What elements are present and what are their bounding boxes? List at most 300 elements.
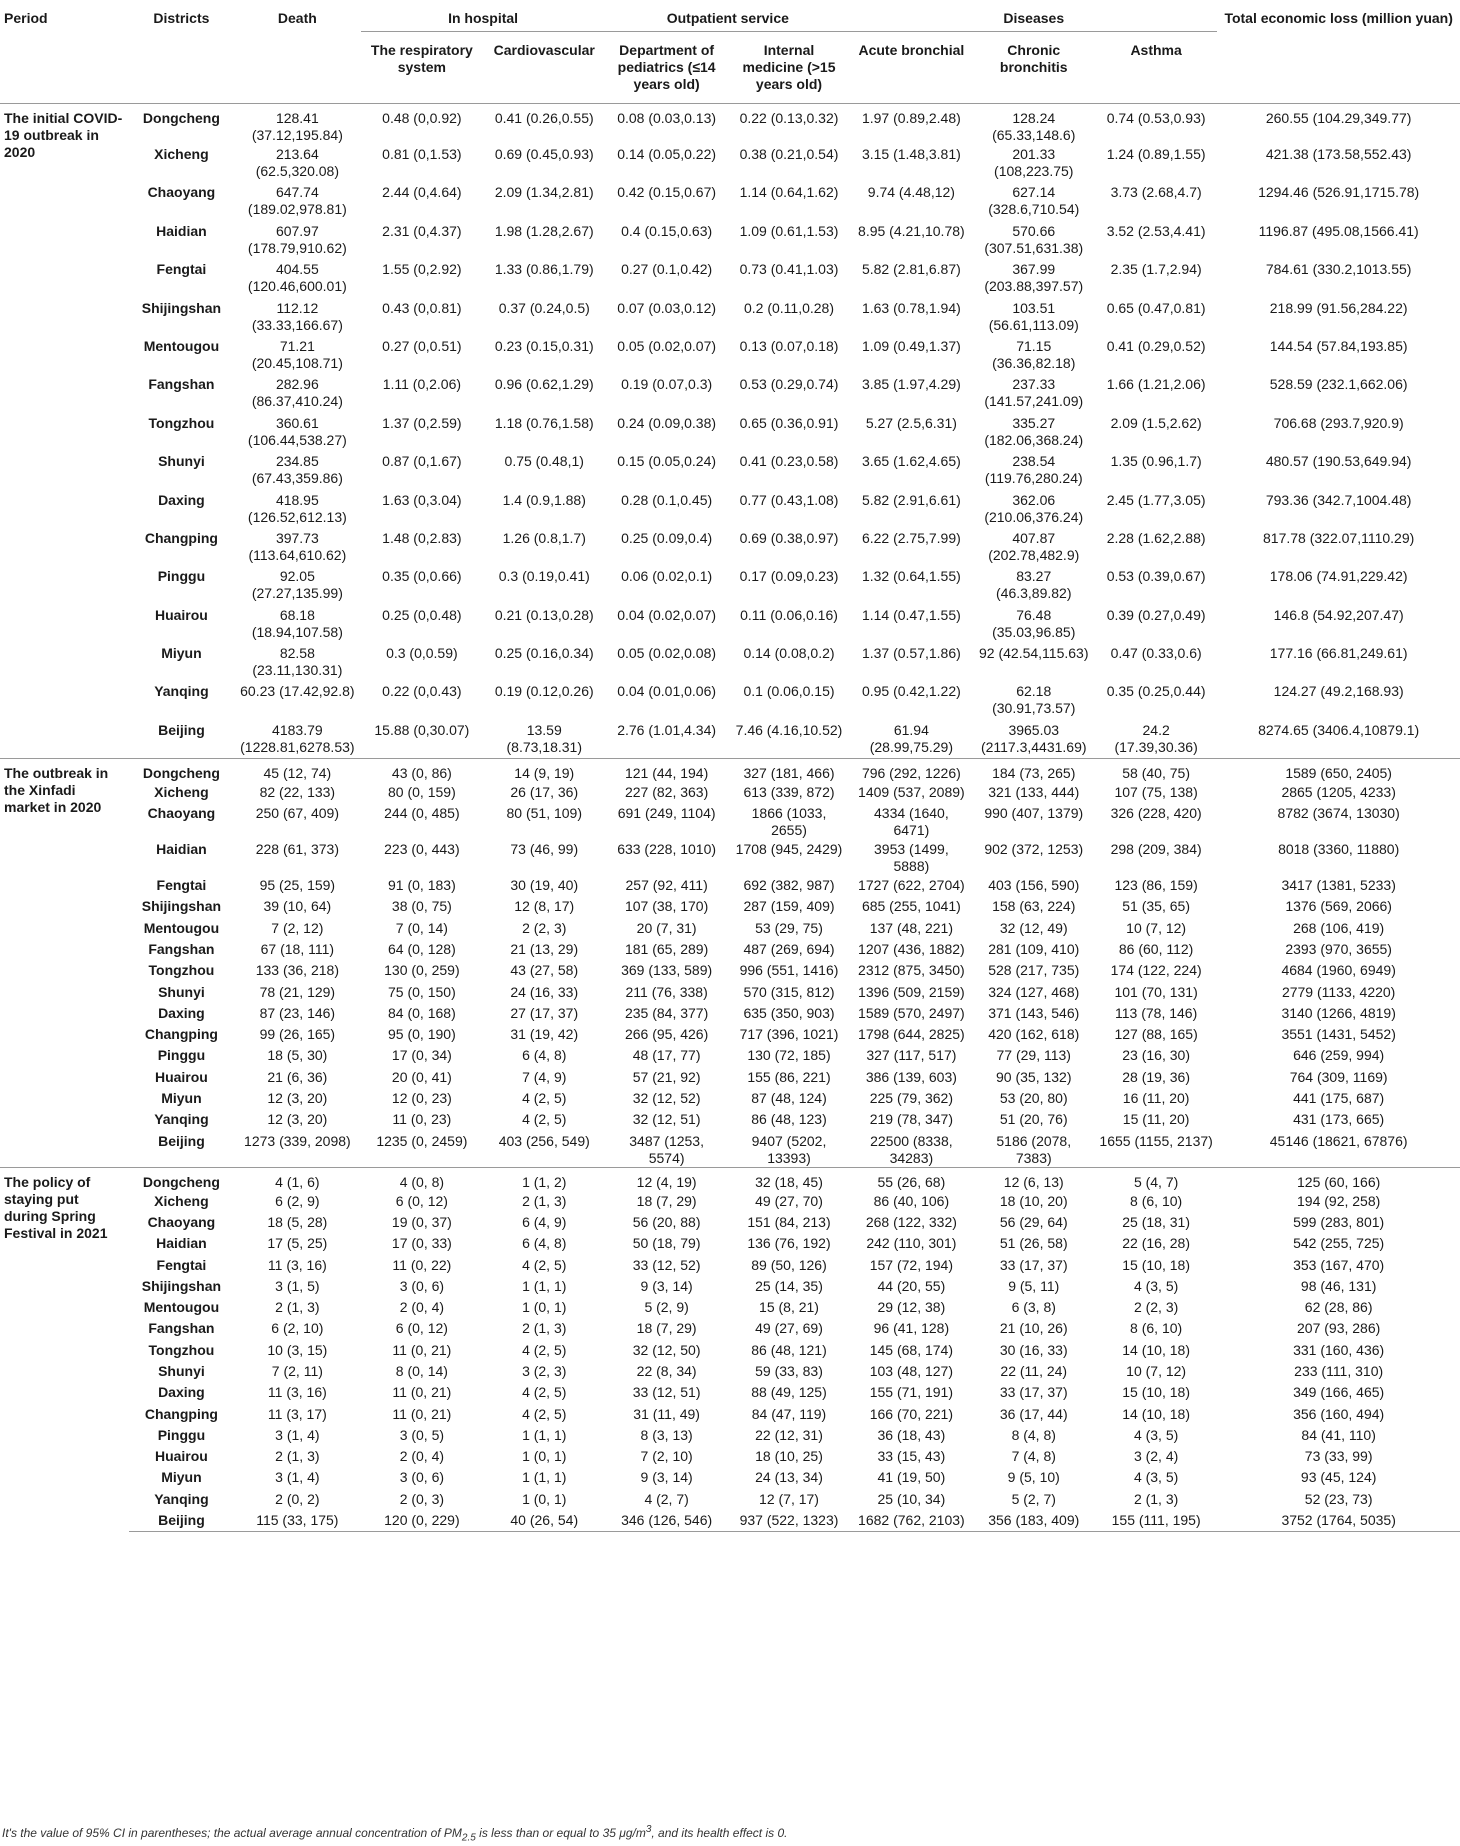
value-cell: 10 (7, 12) [1126,1362,1187,1379]
district-cell: Tongzhou [148,962,215,979]
value-cell: 57 (21, 92) [632,1068,701,1085]
period-header: Period [4,10,48,26]
in-hospital-header: In hospital [361,0,606,32]
district-cell: Yanqing [154,1111,209,1128]
value-cell: 327 (117, 517) [866,1047,957,1064]
value-cell: 0.19 (0.07,0.3) [621,376,713,393]
value-cell: 213.64 (62.5,320.08) [255,146,339,179]
value-cell: 125 (60, 166) [1217,1167,1460,1191]
value-cell: 7.46 (4.16,10.52) [728,720,850,758]
value-cell: 5 (4, 7) [1095,1167,1217,1191]
table-row [0,681,1460,719]
value-cell: 0.96 (0.62,1.29) [494,376,594,393]
value-cell: 2.09 (1.34,2.81) [494,184,594,201]
table-row [0,918,1460,939]
value-cell: 2.31 (0,4.37) [382,222,462,239]
value-cell: 1589 (570, 2497) [858,1004,965,1021]
value-cell: 1.35 (0.96,1.7) [1110,453,1202,470]
value-cell: 9.74 (4.48,12) [867,184,955,201]
value-cell: 5.27 (2.5,6.31) [865,414,957,431]
table-row [0,144,1460,182]
table-row [0,566,1460,604]
value-cell: 542 (255, 725) [1293,1235,1385,1252]
value-cell: 51 (35, 65) [1122,898,1190,915]
value-cell: 32 (18, 45) [728,1167,850,1191]
table-row [0,1067,1460,1088]
value-cell: 194 (92, 258) [1297,1192,1381,1209]
table-row [0,758,1460,782]
value-cell: 80 (51, 109) [506,805,582,822]
value-cell: 8274.65 (3406.4,10879.1) [1217,720,1460,758]
value-cell: 4 (2, 5) [522,1341,567,1358]
district-cell: Shijingshan [141,898,222,915]
value-cell: 1409 (537, 2089) [858,783,965,800]
value-cell: 2.35 (1.7,2.94) [1110,261,1202,278]
value-cell: 9407 (5202, 13393) [728,1131,850,1168]
district-cell: Changping [144,1405,218,1422]
value-cell: 1.37 (0,2.59) [382,414,462,431]
value-cell: 0.28 (0.1,0.45) [621,491,713,508]
table-row [0,605,1460,643]
value-cell: 151 (84, 213) [747,1213,831,1230]
value-cell: 4 (2, 5) [522,1405,567,1422]
value-cell: 12 (4, 19) [605,1167,727,1191]
value-cell: 635 (350, 903) [743,1004,835,1021]
value-cell: 5 (2, 7) [1011,1490,1056,1507]
value-cell: 0.81 (0,1.53) [382,146,462,162]
value-cell: 331 (160, 436) [1293,1341,1385,1358]
value-cell: 73 (33, 99) [1304,1448,1373,1465]
district-cell: Beijing [129,1510,234,1531]
value-cell: 53 (29, 75) [755,919,823,936]
value-cell: 58 (40, 75) [1095,758,1217,782]
value-cell: 937 (522, 1323) [728,1510,850,1531]
header-row-top [0,0,1460,32]
value-cell: 86 (48, 123) [751,1111,827,1128]
value-cell: 90 (35, 132) [996,1068,1072,1085]
district-cell: Yanqing [154,1490,209,1507]
value-cell: 18 (7, 29) [636,1192,697,1209]
value-cell: 6 (4, 9) [522,1213,567,1230]
value-cell: 0.65 (0.36,0.91) [739,414,839,431]
value-cell: 12 (6, 13) [973,1167,1095,1191]
value-cell: 92 (42.54,115.63) [979,645,1089,662]
value-cell: 2393 (970, 3655) [1285,940,1392,957]
value-cell: 0.35 (0.25,0.44) [1106,683,1206,700]
value-cell: 349 (166, 465) [1293,1384,1385,1401]
table-row [0,336,1460,374]
value-cell: 12 (0, 23) [391,1090,452,1107]
district-cell: Beijing [129,1131,234,1168]
value-cell: 1.14 (0.64,1.62) [739,184,839,201]
value-cell: 21 (13, 29) [510,940,579,957]
district-cell: Huairou [154,1448,208,1465]
value-cell: 22 (12, 31) [755,1426,823,1443]
value-cell: 87 (48, 124) [751,1090,827,1107]
table-row [0,1510,1460,1531]
table-row [0,782,1460,803]
value-cell: 73 (46, 99) [510,841,579,858]
value-cell: 91 (0, 183) [388,877,456,894]
table-row [0,413,1460,451]
value-cell: 61.94 (28.99,75.29) [850,720,972,758]
value-cell: 570.66 (307.51,631.38) [984,222,1084,256]
value-cell: 128.41 (37.12,195.84) [234,104,361,145]
value-cell: 287 (159, 409) [743,898,835,915]
value-cell: 33 (12, 52) [632,1256,701,1273]
district-cell: Fangshan [148,1320,215,1337]
value-cell: 2 (0, 4) [399,1299,445,1316]
district-cell: Fengtai [156,261,207,278]
district-cell: Pinggu [157,568,206,585]
table-row [0,1212,1460,1233]
value-cell: 39 (10, 64) [263,898,332,915]
value-cell: 4183.79 (1228.81,6278.53) [234,720,361,758]
value-cell: 98 (46, 131) [1300,1277,1377,1294]
value-cell: 0.25 (0.09,0.4) [621,529,713,546]
value-cell: 10 (7, 12) [1126,919,1187,936]
value-cell: 201.33 (108,223.75) [994,146,1074,179]
value-cell: 6 (0, 12) [395,1320,448,1337]
value-cell: 0.07 (0.03,0.12) [617,299,717,316]
value-cell: 3.73 (2.68,4.7) [1110,184,1202,201]
value-cell: 4 (2, 5) [522,1090,567,1107]
value-cell: 0.22 (0.13,0.32) [728,104,850,145]
value-cell: 528 (217, 735) [988,962,1080,979]
table-row [0,1233,1460,1254]
value-cell: 2 (1, 3) [1133,1490,1179,1507]
value-cell: 1798 (644, 2825) [858,1026,965,1043]
value-cell: 5 (2, 9) [644,1299,689,1316]
value-cell: 1.4 (0.9,1.88) [502,491,586,508]
value-cell: 2 (2, 3) [522,919,567,936]
value-cell: 371 (143, 546) [988,1004,1080,1021]
value-cell: 0.73 (0.41,1.03) [739,261,839,278]
value-cell: 6 (4, 8) [522,1047,567,1064]
value-cell: 178.06 (74.91,229.42) [1269,568,1408,585]
value-cell: 403 (256, 549) [483,1131,605,1168]
value-cell: 1 (1, 1) [522,1469,567,1486]
value-cell: 11 (0, 22) [392,1256,452,1273]
value-cell: 1376 (569, 2066) [1285,898,1392,915]
value-cell: 1.98 (1.28,2.67) [494,222,594,239]
value-cell: 2 (1, 3) [275,1299,320,1316]
district-cell: Fangshan [148,376,215,393]
value-cell: 12 (7, 17) [759,1490,819,1507]
value-cell: 6 (2, 10) [271,1320,324,1337]
value-cell: 174 (122, 224) [1110,962,1202,979]
cardiovascular-header: Cardiovascular [483,32,605,104]
table-row [0,1361,1460,1382]
value-cell: 5186 (2078, 7383) [973,1131,1095,1168]
value-cell: 2 (0, 3) [399,1490,445,1507]
value-cell: 3487 (1253, 5574) [605,1131,727,1168]
value-cell: 11 (3, 16) [267,1384,327,1401]
table-row [0,182,1460,220]
value-cell: 25 (18, 31) [1122,1213,1190,1230]
value-cell: 18 (7, 29) [636,1320,697,1337]
value-cell: 113 (78, 146) [1115,1004,1198,1021]
value-cell: 50 (18, 79) [632,1235,701,1252]
value-cell: 369 (133, 589) [621,962,713,979]
period-cell: The policy of staying put during Spring Festival in 2021 [0,1167,129,1531]
value-cell: 7 (2, 10) [640,1448,693,1465]
district-cell: Haidian [156,1235,207,1252]
value-cell: 0.11 (0.06,0.16) [740,606,838,623]
value-cell: 123 (86, 159) [1114,877,1198,894]
district-cell: Daxing [158,1004,205,1021]
value-cell: 0.69 (0.45,0.93) [494,146,594,162]
value-cell: 145 (68, 174) [869,1341,954,1358]
value-cell: 324 (127, 468) [988,983,1080,1000]
value-cell: 95 (25, 159) [259,877,336,894]
table-row [0,490,1460,528]
value-cell: 29 (12, 38) [877,1299,946,1316]
value-cell: 0.13 (0.07,0.18) [739,337,839,354]
value-cell: 71.21 (20.45,108.71) [251,337,343,371]
value-cell: 144.54 (57.84,193.85) [1269,337,1408,354]
value-cell: 326 (228, 420) [1110,805,1202,822]
period-cell: The outbreak in the Xinfadi market in 2020 [0,758,129,1167]
value-cell: 784.61 (330.2,1013.55) [1265,261,1412,278]
value-cell: 793.36 (342.7,1004.48) [1265,491,1412,508]
value-cell: 1.66 (1.21,2.06) [1106,376,1206,393]
district-cell: Daxing [158,491,205,508]
value-cell: 22 (8, 34) [636,1362,697,1379]
value-cell: 7 (2, 12) [271,919,324,936]
table-row [0,875,1460,896]
value-cell: 31 (11, 49) [633,1405,700,1422]
value-cell: 218.99 (91.56,284.22) [1269,299,1408,316]
value-cell: 19 (0, 37) [391,1213,452,1230]
value-cell: 480.57 (190.53,649.94) [1265,453,1412,470]
value-cell: 902 (372, 1253) [984,841,1084,858]
district-cell: Pinggu [157,1426,206,1443]
value-cell: 166 (70, 221) [869,1405,954,1422]
value-cell: 30 (16, 33) [999,1341,1068,1358]
diseases-header: Diseases [850,0,1217,32]
table-row [0,720,1460,758]
value-cell: 18 (5, 28) [267,1213,328,1230]
value-cell: 0.74 (0.53,0.93) [1095,104,1217,145]
value-cell: 1.48 (0,2.83) [382,529,462,546]
value-cell: 4 (2, 7) [644,1490,689,1507]
value-cell: 8 (6, 10) [1130,1192,1183,1209]
value-cell: 155 (71, 191) [869,1384,954,1401]
pediatrics-header: Department of pediatrics (≤14 years old) [605,32,727,104]
table-row [0,839,1460,875]
value-cell: 133 (36, 218) [255,962,339,979]
value-cell: 1235 (0, 2459) [361,1131,483,1168]
value-cell: 282.96 (86.37,410.24) [251,376,343,410]
value-cell: 6 (3, 8) [1011,1299,1056,1316]
value-cell: 238.54 (119.76,280.24) [984,453,1083,487]
district-cell: Dongcheng [129,1167,234,1191]
period-cell: The initial COVID-19 outbreak in 2020 [0,104,129,759]
value-cell: 80 (0, 159) [388,783,456,800]
value-cell: 1207 (436, 1882) [858,940,965,957]
value-cell: 441 (175, 687) [1293,1090,1385,1107]
value-cell: 45 (12, 74) [234,758,361,782]
value-cell: 88 (49, 125) [751,1384,827,1401]
value-cell: 84 (47, 119) [751,1405,827,1422]
value-cell: 11 (0, 23) [392,1111,452,1128]
table-row [0,1109,1460,1130]
value-cell: 4 (2, 5) [522,1384,567,1401]
value-cell: 86 (48, 121) [751,1341,827,1358]
value-cell: 2 (1, 3) [275,1448,320,1465]
value-cell: 3752 (1764, 5035) [1217,1510,1460,1531]
value-cell: 11 (0, 21) [392,1341,452,1358]
value-cell: 33 (12, 51) [632,1384,701,1401]
value-cell: 49 (27, 70) [755,1192,823,1209]
value-cell: 0.19 (0.12,0.26) [494,683,594,700]
value-cell: 8 (6, 10) [1130,1320,1183,1337]
value-cell: 52 (23, 73) [1304,1490,1373,1507]
value-cell: 22 (16, 28) [1122,1235,1190,1252]
value-cell: 82.58 (23.11,130.31) [252,645,343,679]
value-cell: 0.25 (0,0.48) [382,606,462,623]
value-cell: 87 (23, 146) [259,1004,336,1021]
value-cell: 0.53 (0.39,0.67) [1106,568,1206,585]
value-cell: 20 (0, 41) [391,1068,452,1085]
respiratory-header: The respiratory system [361,32,483,104]
value-cell: 127 (88, 165) [1114,1026,1198,1043]
value-cell: 20 (7, 31) [636,919,697,936]
value-cell: 0.3 (0.19,0.41) [498,568,590,585]
table-row [0,221,1460,259]
value-cell: 8.95 (4.21,10.78) [858,222,965,239]
value-cell: 36 (17, 44) [999,1405,1068,1422]
value-cell: 8 (3, 13) [640,1426,693,1443]
value-cell: 2.45 (1.77,3.05) [1106,491,1206,508]
value-cell: 120 (0, 229) [361,1510,483,1531]
value-cell: 207 (93, 286) [1297,1320,1381,1337]
value-cell: 0.47 (0.33,0.6) [1110,645,1202,662]
value-cell: 233 (111, 310) [1294,1362,1384,1379]
value-cell: 403 (156, 590) [988,877,1080,894]
value-cell: 235 (84, 377) [624,1004,709,1021]
value-cell: 633 (228, 1010) [617,841,717,858]
value-cell: 17 (0, 33) [391,1235,452,1252]
district-cell: Shijingshan [141,299,222,316]
district-cell: Chaoyang [147,184,216,201]
value-cell: 7 (0, 14) [395,919,448,936]
value-cell: 71.15 (36.36,82.18) [992,337,1076,371]
district-cell: Daxing [158,1384,205,1401]
value-cell: 27 (17, 37) [510,1004,579,1021]
table-row [0,1131,1460,1168]
value-cell: 244 (0, 485) [384,805,460,822]
value-cell: 1708 (945, 2429) [735,841,843,858]
value-cell: 2 (0, 4) [399,1448,445,1465]
value-cell: 0.38 (0.21,0.54) [739,146,839,162]
value-cell: 177.16 (66.81,249.61) [1269,645,1408,662]
value-cell: 112.12 (33.33,166.67) [251,299,343,333]
value-cell: 17 (0, 34) [391,1047,452,1064]
value-cell: 2 (2, 3) [1133,1299,1179,1316]
value-cell: 56 (29, 64) [999,1213,1068,1230]
value-cell: 1396 (509, 2159) [858,983,965,1000]
district-cell: Shunyi [158,983,205,1000]
value-cell: 130 (0, 259) [384,962,460,979]
value-cell: 28 (19, 36) [1122,1068,1190,1085]
value-cell: 418.95 (126.52,612.13) [247,491,347,525]
value-cell: 4 (3, 5) [1133,1426,1179,1443]
district-cell: Tongzhou [148,414,215,431]
table-row [0,259,1460,297]
district-cell: Changping [144,1026,218,1043]
value-cell: 0.04 (0.02,0.07) [617,606,717,623]
table-row [0,1489,1460,1510]
value-cell: 237.33 (141.57,241.09) [984,376,1084,410]
value-cell: 14 (10, 18) [1122,1405,1190,1422]
footnote-text-3: , and its health effect is 0. [651,1826,788,1840]
value-cell: 3417 (1381, 5233) [1281,877,1396,894]
value-cell: 15 (11, 20) [1122,1111,1190,1128]
value-cell: 22500 (8338, 34283) [850,1131,972,1168]
value-cell: 43 (0, 86) [361,758,483,782]
value-cell: 0.35 (0,0.66) [382,568,462,585]
value-cell: 367.99 (203.88,397.57) [984,261,1084,295]
table-row [0,1467,1460,1488]
value-cell: 487 (269, 694) [743,940,835,957]
value-cell: 64 (0, 128) [388,940,456,957]
value-cell: 0.27 (0.1,0.42) [621,261,713,278]
value-cell: 3551 (1431, 5452) [1281,1026,1396,1043]
value-cell: 356 (160, 494) [1293,1405,1385,1422]
value-cell: 8 (4, 8) [1011,1426,1056,1443]
footnote-text: It's the value of 95% CI in parentheses; the actual average annual concentration of PM [2,1826,462,1840]
value-cell: 136 (76, 192) [747,1235,831,1252]
value-cell: 717 (396, 1021) [739,1026,839,1043]
value-cell: 692 (382, 987) [743,877,835,894]
value-cell: 155 (86, 221) [747,1068,831,1085]
value-cell: 128.24 (65.33,148.6) [973,104,1095,145]
table-row [0,939,1460,960]
value-cell: 0.2 (0.11,0.28) [743,299,835,316]
value-cell: 3 (0, 6) [399,1277,445,1294]
district-cell: Haidian [156,222,207,239]
value-cell: 627.14 (328.6,710.54) [988,184,1080,218]
table-row [0,1382,1460,1403]
value-cell: 44 (20, 55) [877,1277,946,1294]
district-cell: Pinggu [157,1047,206,1064]
table-row [0,960,1460,981]
table-row [0,1191,1460,1212]
value-cell: 86 (60, 112) [1118,940,1194,957]
value-cell: 124.27 (49.2,168.93) [1273,683,1404,700]
value-cell: 0.05 (0.02,0.07) [617,337,717,354]
value-cell: 0.17 (0.09,0.23) [739,568,839,585]
value-cell: 1.63 (0.78,1.94) [861,299,961,316]
value-cell: 397.73 (113.64,610.62) [248,529,347,563]
value-cell: 3 (0, 5) [399,1426,445,1443]
value-cell: 121 (44, 194) [605,758,727,782]
value-cell: 1727 (622, 2704) [858,877,965,894]
value-cell: 1589 (650, 2405) [1217,758,1460,782]
value-cell: 3.85 (1.97,4.29) [861,376,961,393]
district-cell: Mentougou [143,337,220,354]
value-cell: 3 (2, 3) [522,1362,567,1379]
value-cell: 2.76 (1.01,4.34) [605,720,727,758]
district-cell: Fengtai [156,877,207,894]
value-cell: 0.69 (0.38,0.97) [739,529,839,546]
district-cell: Miyun [161,645,202,662]
value-cell: 51 (26, 58) [999,1235,1068,1252]
value-cell: 353 (167, 470) [1293,1256,1385,1273]
value-cell: 646 (259, 994) [1293,1047,1385,1064]
